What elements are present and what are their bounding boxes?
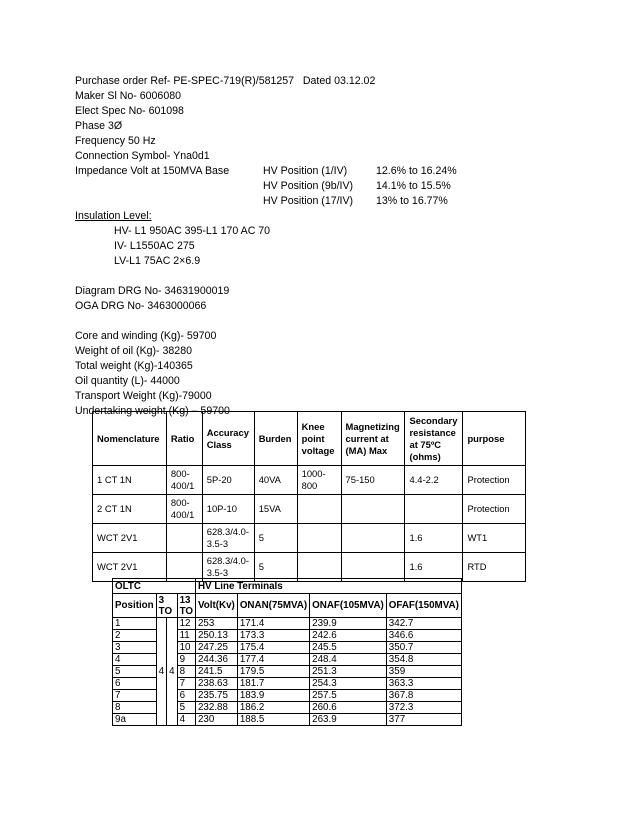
impedance-position: HV Position (17/IV) [263,195,354,207]
oltc-cell: 7 [177,678,195,690]
ct-cell [297,495,341,524]
oltc-cell: 177.4 [237,654,309,666]
oltc-cell: 251.3 [310,666,387,678]
oltc-title-row [113,579,462,594]
ct-header-cell: Accuracy Class [202,412,254,466]
ct-header-cell: Magnetizing current at (MA) Max [341,412,405,466]
oltc-cell: 1 [113,618,157,630]
po-ref-line [75,74,375,88]
ct-cell: Protection [463,466,526,495]
oltc-table [112,578,462,726]
phase: Phase 3Ø [75,120,123,132]
oltc-cell: 367.8 [386,690,461,702]
table-row [113,618,462,630]
oltc-cell: 248.4 [310,654,387,666]
impedance-position: HV Position (9b/IV) [263,180,354,192]
oltc-cell: 6 [113,678,157,690]
ct-cell [341,524,405,553]
ct-cell: 800-400/1 [166,495,202,524]
core-winding-weight: Core and winding (Kg)- 59700 [75,330,217,342]
oltc-cell: 363.3 [386,678,461,690]
oltc-cell: 5 [177,702,195,714]
ct-cell: 15VA [254,495,297,524]
oltc-cell: 9a [113,714,157,726]
ct-header-row [93,412,526,466]
impedance-range: 13% to 16.77% [376,195,448,207]
oltc-cell: 244.36 [195,654,237,666]
impedance-label: Impedance Volt at 150MVA Base [75,165,230,177]
transport-weight: Transport Weight (Kg)-79000 [75,390,212,402]
oltc-cell-3to: 4 [156,618,166,726]
po-ref: Purchase order Ref- PE-SPEC-719(R)/581257 [75,75,295,87]
maker-sl: Maker Sl No- 6006080 [75,90,181,102]
po-date: Dated 03.12.02 [302,75,376,87]
oltc-header-cell: 3 TO [156,594,177,618]
impedance-range: 14.1% to 15.5% [376,180,451,192]
oltc-header-cell: ONAN(75MVA) [237,594,309,618]
oltc-cell: 247.25 [195,642,237,654]
oltc-cell: 350.7 [386,642,461,654]
diagram-drg: Diagram DRG No- 34631900019 [75,285,230,297]
ct-header-cell: Ratio [166,412,202,466]
insulation-iv: IV- L1550AC 275 [114,240,195,252]
oltc-cell: 235.75 [195,690,237,702]
oltc-cell: 171.4 [237,618,309,630]
oltc-header-cell: Volt(Kv) [195,594,237,618]
ct-cell: 75-150 [341,466,405,495]
oltc-cell: 263.9 [310,714,387,726]
ct-cell: 5 [254,524,297,553]
oltc-cell: 257.5 [310,690,387,702]
elect-spec: Elect Spec No- 601098 [75,105,184,117]
oltc-cell: 186.2 [237,702,309,714]
oltc-cell: 4 [113,654,157,666]
ct-cell: 4.4-2.2 [405,466,463,495]
insulation-lv: LV-L1 75AC 2×6.9 [114,255,201,267]
oltc-title: OLTC [113,579,196,594]
ct-cell: 1.6 [405,553,463,582]
ct-header-cell: Nomenclature [93,412,167,466]
oltc-cell: 238.63 [195,678,237,690]
oltc-cell: 188.5 [237,714,309,726]
ct-cell: Protection [463,495,526,524]
oltc-cell: 183.9 [237,690,309,702]
oltc-cell: 372.3 [386,702,461,714]
oltc-cell: 250.13 [195,630,237,642]
table-row [93,466,526,495]
oltc-cell: 2 [113,630,157,642]
ct-table [92,411,526,582]
ct-cell: 2 CT 1N [93,495,167,524]
ct-cell: 5 [254,553,297,582]
oltc-cell: 230 [195,714,237,726]
oltc-cell: 3 [113,642,157,654]
ct-cell [405,495,463,524]
table-row [93,524,526,553]
oltc-cell: 4 [177,714,195,726]
oil-weight: Weight of oil (Kg)- 38280 [75,345,192,357]
ct-cell [341,495,405,524]
ct-cell: RTD [463,553,526,582]
oltc-cell: 359 [386,666,461,678]
oltc-cell: 241.5 [195,666,237,678]
oltc-cell: 346.6 [386,630,461,642]
oltc-cell: 253 [195,618,237,630]
oltc-header-cell: 13 TO [177,594,195,618]
oltc-header-cell: OFAF(150MVA) [386,594,461,618]
oltc-cell: 377 [386,714,461,726]
oltc-cell: 245.5 [310,642,387,654]
oltc-cell: 179.5 [237,666,309,678]
oltc-cell: 260.6 [310,702,387,714]
ct-header-cell: purpose [463,412,526,466]
table-row [93,495,526,524]
ct-cell: 1.6 [405,524,463,553]
oltc-cell: 9 [177,654,195,666]
impedance-range: 12.6% to 16.24% [376,165,457,177]
oga-drg: OGA DRG No- 3463000066 [75,300,207,312]
oltc-cell: 175.4 [237,642,309,654]
frequency: Frequency 50 Hz [75,135,156,147]
ct-cell: WCT 2V1 [93,524,167,553]
oltc-cell: 8 [113,702,157,714]
oltc-cell: 181.7 [237,678,309,690]
insulation-title: Insulation Level: [75,210,152,222]
oltc-cell: 11 [177,630,195,642]
ct-cell: 628.3/4.0-3.5-3 [202,524,254,553]
ct-header-cell: Burden [254,412,297,466]
oil-quantity: Oil quantity (L)- 44000 [75,375,180,387]
ct-header-cell: Knee point voltage [297,412,341,466]
ct-cell [297,524,341,553]
oltc-cell: 254.3 [310,678,387,690]
impedance-position: HV Position (1/IV) [263,165,348,177]
hv-line-terminals-title: HV Line Terminals [195,579,461,594]
oltc-cell: 232.88 [195,702,237,714]
ct-cell: 628.3/4.0-3.5-3 [202,553,254,582]
ct-cell: 5P-20 [202,466,254,495]
total-weight: Total weight (Kg)-140365 [75,360,193,372]
oltc-cell: 242.6 [310,630,387,642]
oltc-header-cell: Position [113,594,157,618]
oltc-cell: 354.8 [386,654,461,666]
ct-cell: 40VA [254,466,297,495]
ct-cell: 1000-800 [297,466,341,495]
oltc-cell: 12 [177,618,195,630]
oltc-cell: 6 [177,690,195,702]
ct-cell: 1 CT 1N [93,466,167,495]
oltc-cell: 239.9 [310,618,387,630]
oltc-cell: 173.3 [237,630,309,642]
oltc-header-cell: ONAF(105MVA) [310,594,387,618]
ct-cell: 800-400/1 [166,466,202,495]
oltc-cell: 7 [113,690,157,702]
ct-cell [166,524,202,553]
oltc-cell: 8 [177,666,195,678]
oltc-cell: 5 [113,666,157,678]
ct-cell: WT1 [463,524,526,553]
connection-symbol: Connection Symbol- Yna0d1 [75,150,210,162]
ct-header-cell: Secondary resistance at 75ºC (ohms) [405,412,463,466]
undertaking-weight: Undertaking weight (Kg) – 59700 [75,405,230,417]
oltc-cell: 342.7 [386,618,461,630]
oltc-header-row [113,594,462,618]
oltc-cell-13to: 4 [167,618,177,726]
oltc-cell: 10 [177,642,195,654]
ct-cell: 10P-10 [202,495,254,524]
insulation-hv: HV- L1 950AC 395-L1 170 AC 70 [114,225,271,237]
ct-cell: WCT 2V1 [93,553,167,582]
